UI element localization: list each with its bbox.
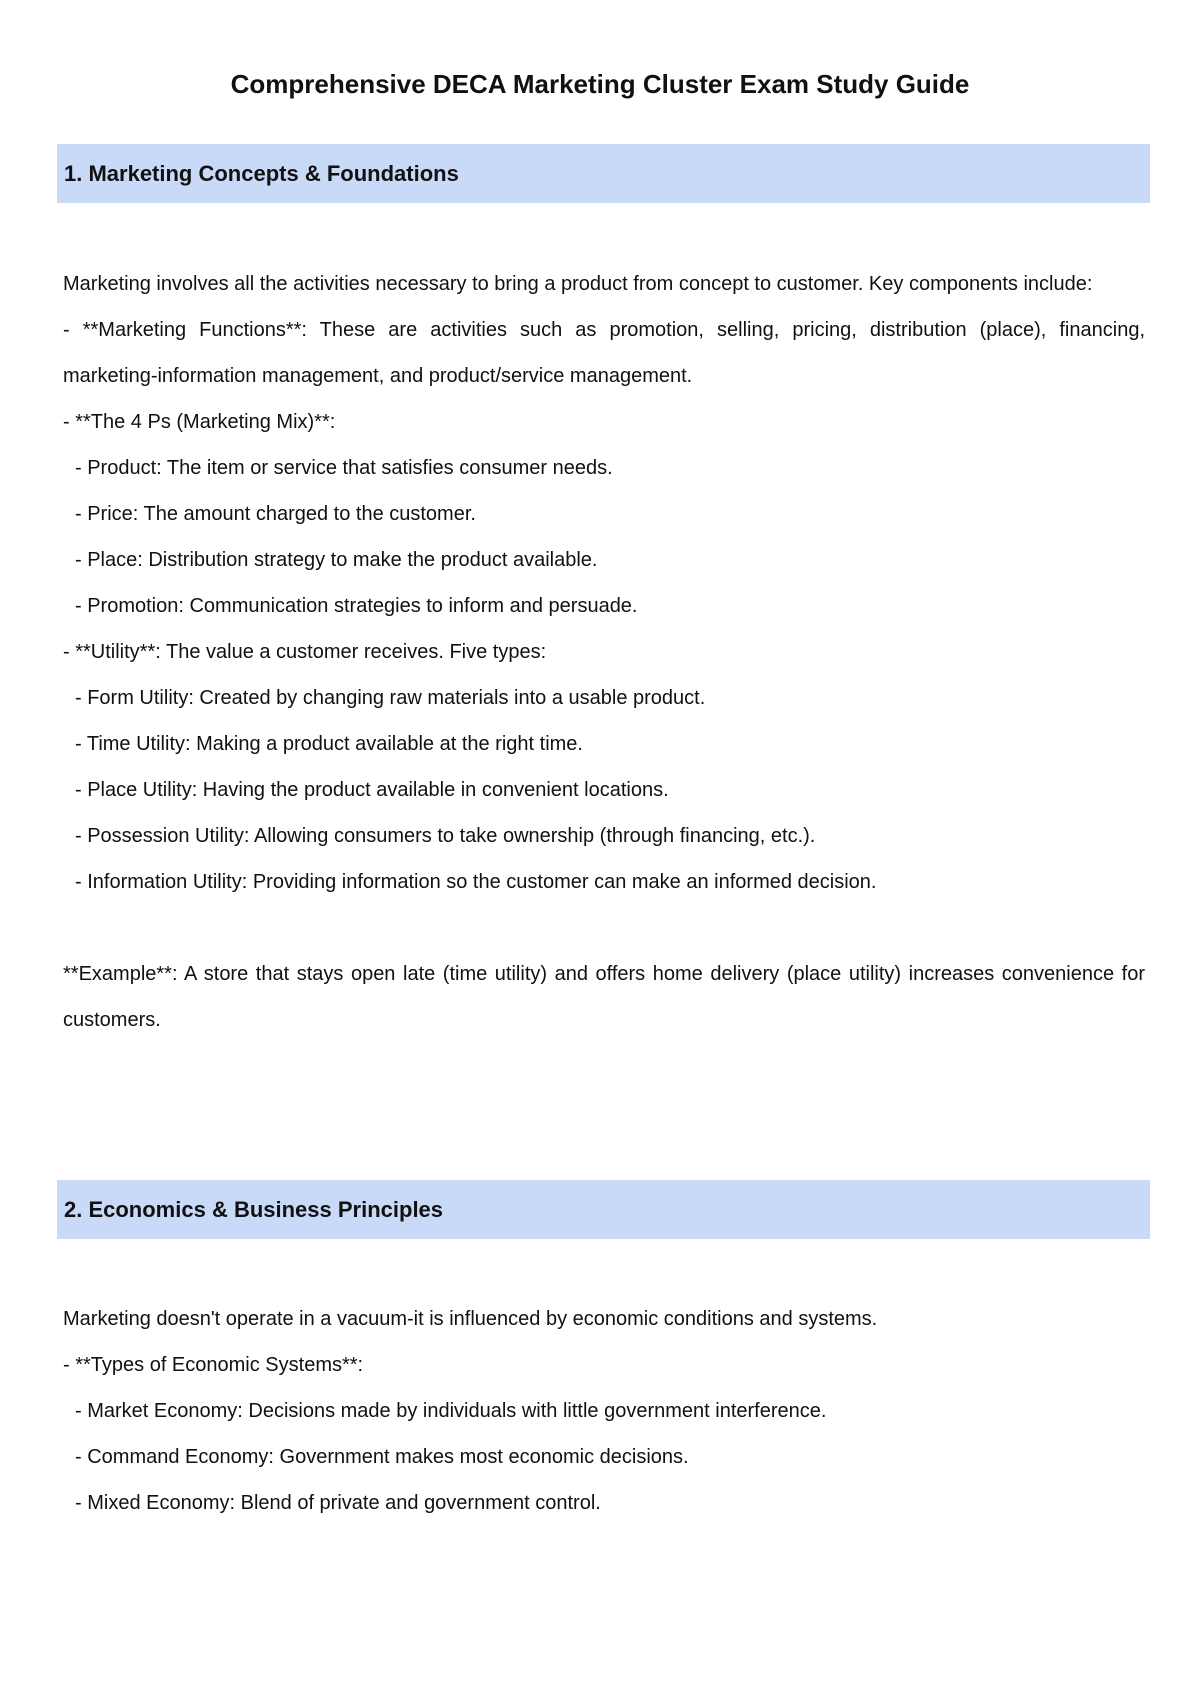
list-item-mixed-economy: - Mixed Economy: Blend of private and government control. — [75, 1492, 601, 1514]
list-item-form-utility: - Form Utility: Created by changing raw materials into a usable product. — [75, 687, 706, 709]
economic-systems-label: - **Types of Economic Systems**: — [63, 1354, 364, 1376]
list-item-information-utility: - Information Utility: Providing information so the customer can make an informed decision. — [75, 871, 877, 893]
list-item-place-utility: - Place Utility: Having the product available in convenient locations. — [75, 779, 669, 801]
section-heading: 1. Marketing Concepts & Foundations — [64, 160, 459, 186]
list-item-product: - Product: The item or service that satisfies consumer needs. — [75, 457, 613, 479]
list-item-possession-utility: - Possession Utility: Allowing consumers to take ownership (through financing, etc.). — [75, 825, 816, 847]
four-ps-label: - **The 4 Ps (Marketing Mix)**: — [63, 411, 336, 433]
example-paragraph: **Example**: A store that stays open late (time utility) and offers home delivery (place utility) increases convenience for customers. — [63, 963, 1145, 1031]
list-item-price: - Price: The amount charged to the customer. — [75, 503, 476, 525]
section-body-economics — [63, 1296, 1145, 1526]
section-body-marketing-concepts — [63, 261, 1145, 1043]
section-header-economics — [57, 1180, 1150, 1239]
utility-label: - **Utility**: The value a customer receives. Five types: — [63, 641, 547, 663]
document-title: Comprehensive DECA Marketing Cluster Exam Study Guide — [230, 69, 970, 99]
marketing-functions-item: - **Marketing Functions**: These are activities such as promotion, selling, pricing, distribution (place), financing, marketing-information management, and product/service management. — [63, 319, 1145, 387]
list-item-time-utility: - Time Utility: Making a product available at the right time. — [75, 733, 583, 755]
section-header-marketing-concepts — [57, 144, 1150, 203]
section-intro-paragraph: Marketing doesn't operate in a vacuum-it is influenced by economic conditions and systems. — [63, 1308, 878, 1330]
paragraph-spacer — [63, 905, 1145, 951]
list-item-place: - Place: Distribution strategy to make the product available. — [75, 549, 598, 571]
list-item-promotion: - Promotion: Communication strategies to inform and persuade. — [75, 595, 638, 617]
section-heading: 2. Economics & Business Principles — [64, 1196, 444, 1222]
section-intro-paragraph: Marketing involves all the activities necessary to bring a product from concept to customer. Key components include: — [63, 273, 1093, 295]
list-item-market-economy: - Market Economy: Decisions made by individuals with little government interference. — [75, 1400, 827, 1422]
list-item-command-economy: - Command Economy: Government makes most economic decisions. — [75, 1446, 689, 1468]
